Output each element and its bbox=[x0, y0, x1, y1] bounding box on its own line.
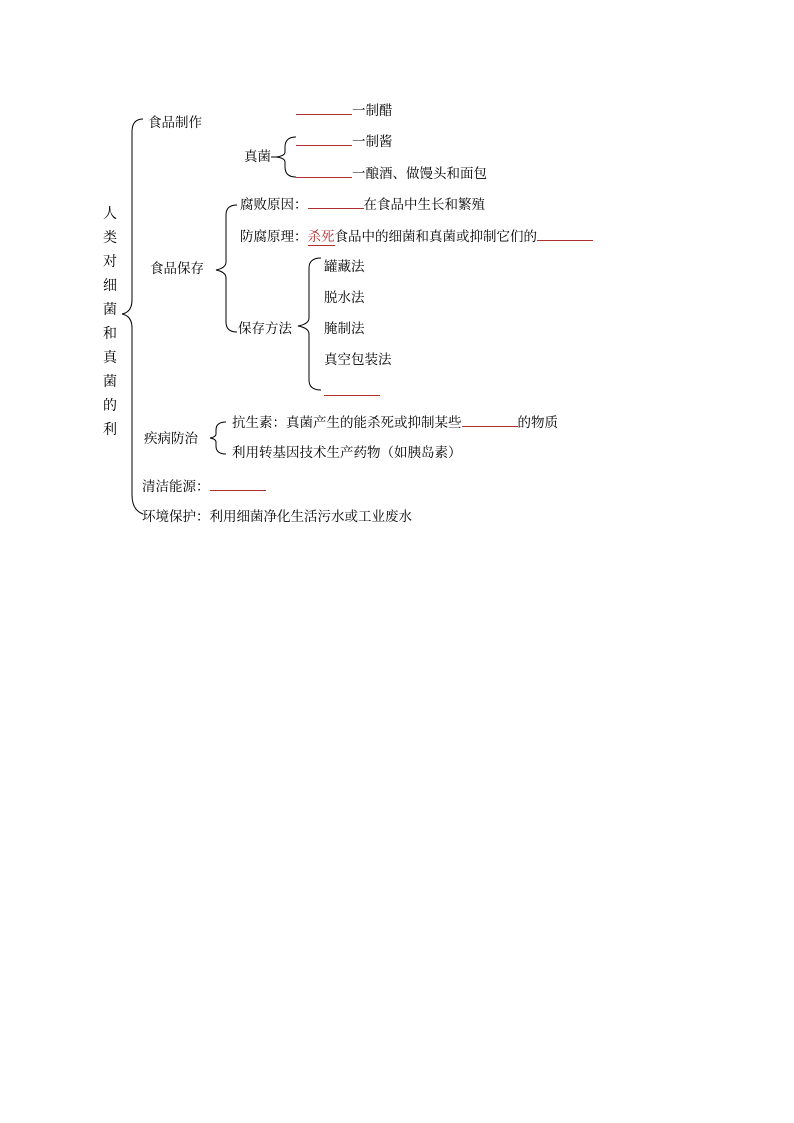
answer-blank[interactable] bbox=[210, 477, 266, 491]
title-char: 对 bbox=[103, 254, 117, 270]
title-char: 菌 bbox=[103, 302, 117, 318]
title-char: 真 bbox=[103, 350, 117, 366]
food-making-item-wine: 一酿酒、做馒头和面包 bbox=[296, 164, 487, 183]
methods-label: 保存方法 bbox=[238, 321, 292, 337]
title-char: 利 bbox=[103, 422, 117, 438]
answer-blank[interactable] bbox=[296, 164, 352, 178]
title-char: 细 bbox=[103, 278, 117, 294]
food-making-item-vinegar: 一制醋 bbox=[296, 101, 393, 120]
environment-protection: 环境保护：利用细菌净化生活污水或工业废水 bbox=[142, 509, 412, 525]
answer-blank[interactable] bbox=[462, 413, 518, 427]
main-brace bbox=[122, 119, 143, 514]
disease-brace bbox=[210, 422, 226, 454]
title-char: 菌 bbox=[103, 374, 117, 390]
answer-blank[interactable] bbox=[324, 382, 380, 396]
answer-blank[interactable] bbox=[296, 101, 352, 115]
title-char: 的 bbox=[103, 398, 117, 414]
disease-label: 疾病防治 bbox=[144, 431, 198, 447]
spoilage-cause: 腐败原因： 在食品中生长和繁殖 bbox=[240, 197, 485, 213]
method-blank bbox=[324, 382, 380, 401]
method-item: 腌制法 bbox=[324, 321, 365, 337]
principle-answer: 杀死 bbox=[307, 229, 335, 245]
answer-blank[interactable] bbox=[308, 195, 364, 209]
answer-blank[interactable] bbox=[296, 132, 352, 146]
preservation-brace bbox=[216, 205, 237, 332]
title-char: 和 bbox=[103, 326, 117, 342]
food-making-label: 食品制作 bbox=[148, 115, 202, 131]
gene-tech-line: 利用转基因技术生产药物（如胰岛素） bbox=[232, 445, 462, 461]
preservation-principle: 防腐原理：杀死食品中的细菌和真菌或抑制它们的 bbox=[240, 227, 593, 246]
methods-brace bbox=[298, 258, 321, 390]
answer-blank[interactable] bbox=[537, 227, 593, 241]
fungi-brace bbox=[276, 137, 296, 177]
method-item: 脱水法 bbox=[324, 290, 365, 306]
fungi-label: 真菌 bbox=[244, 149, 271, 165]
food-preservation-label: 食品保存 bbox=[150, 261, 204, 277]
method-item: 罐藏法 bbox=[324, 259, 365, 275]
method-item: 真空包装法 bbox=[324, 352, 392, 368]
clean-energy: 清洁能源： bbox=[142, 477, 266, 496]
title-char: 人 bbox=[103, 206, 117, 222]
title-char: 类 bbox=[103, 230, 117, 246]
food-making-item-sauce: 一制酱 bbox=[296, 132, 393, 151]
antibiotic-line: 抗生素：真菌产生的能杀死或抑制某些 的物质 bbox=[232, 415, 558, 431]
